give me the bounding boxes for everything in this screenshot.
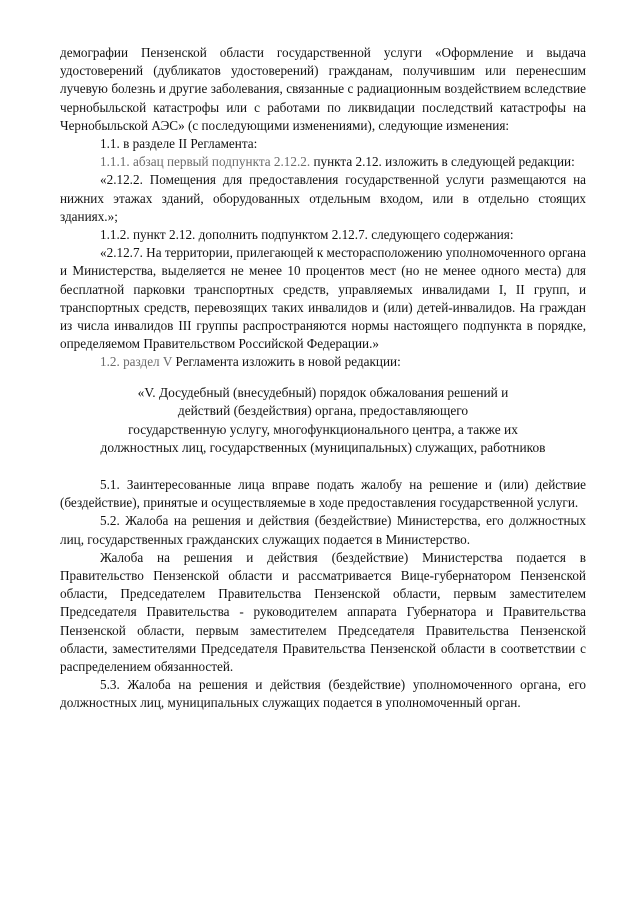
paragraph-5-2-b: Жалоба на решения и действия (бездействие) Министерства подается в Правительство Пензенской области и рассматривается Вице-губернатором Пензенской области, Председателем Правительства Пензенской области, первым заместителем Председателя Правительства - руководителем аппарата Губернатора и Правительства Пензенской области, первым заместителем Председателя Правительства Пензенской области, заместителями Председателя Правительства Пензенской области в соответствии с распределением обязанностей.	[60, 549, 586, 675]
item-1-2-prefix: 1.2. раздел V	[100, 354, 173, 370]
paragraph-5-3: 5.3. Жалоба на решения и действия (бездействие) уполномоченного органа, его должностных лиц, муниципальных служащих подается в уполномоченный орган.	[60, 677, 586, 711]
item-1-1-2: 1.1.2. пункт 2.12. дополнить подпунктом 2.12.7. следующего содержания:	[100, 227, 514, 243]
item-1-1-1-rest: пункта 2.12. изложить в следующей редакции:	[310, 154, 575, 170]
paragraph-5-2: 5.2. Жалоба на решения и действия (бездействие) Министерства, его должностных лиц, государственных гражданских служащих подается в Министерство.	[60, 513, 586, 547]
section-v-heading	[60, 384, 586, 458]
item-1-1-1-prefix: 1.1.1. абзац первый подпункта 2.12.2.	[100, 154, 311, 170]
item-1-1-1	[60, 153, 586, 171]
paragraph-intro: демографии Пензенской области государственной услуги «Оформление и выдача удостоверений (дубликатов удостоверений) гражданам, получившим или перенесшим лучевую болезнь и другие заболевания, связанные с радиационным воздействием вследствие чернобыльской катастрофы или с работами по ликвидации последствий катастрофы на Чернобыльской АЭС» (с последующими изменениями), следующие изменения:	[60, 45, 586, 133]
spacer	[60, 458, 586, 476]
paragraph-5-1: 5.1. Заинтересованные лица вправе подать жалобу на решение и (или) действие (бездействие), принятые и осуществляемые в ходе предоставления государственной услуги.	[60, 477, 586, 511]
item-1-1: 1.1. в разделе II Регламента:	[100, 136, 258, 152]
item-1-2-rest: Регламента изложить в новой редакции:	[172, 354, 401, 370]
quote-2-12-7: «2.12.7. На территории, прилегающей к месторасположению уполномоченного органа и Министерства, выделяется не менее 10 процентов мест (но не менее одного места) для бесплатной парковки транспортных средств, управляемых инвалидами I, II групп, и транспортных средств, перевозящих таких инвалидов и (или) детей-инвалидов. На граждан из числа инвалидов III группы распространяются нормы настоящего подпункта в порядке, определяемом Правительством Российской Федерации.»	[60, 245, 586, 352]
item-1-2	[60, 353, 586, 371]
section-heading-line-4: должностных лиц, государственных (муниципальных) служащих, работников	[100, 440, 546, 456]
section-heading-line-3: государственную услугу, многофункционального центра, а также их	[128, 421, 518, 437]
document-page	[60, 44, 586, 713]
quote-2-12-2: «2.12.2. Помещения для предоставления государственной услуги размещаются на нижних этажах зданий, оборудованных отдельным входом, или в отдельно стоящих зданиях.»;	[60, 172, 586, 224]
section-heading-line-2: действий (бездействия) органа, предоставляющего	[177, 403, 469, 419]
section-heading-line-1: «V. Досудебный (внесудебный) порядок обжалования решений и	[137, 384, 509, 400]
